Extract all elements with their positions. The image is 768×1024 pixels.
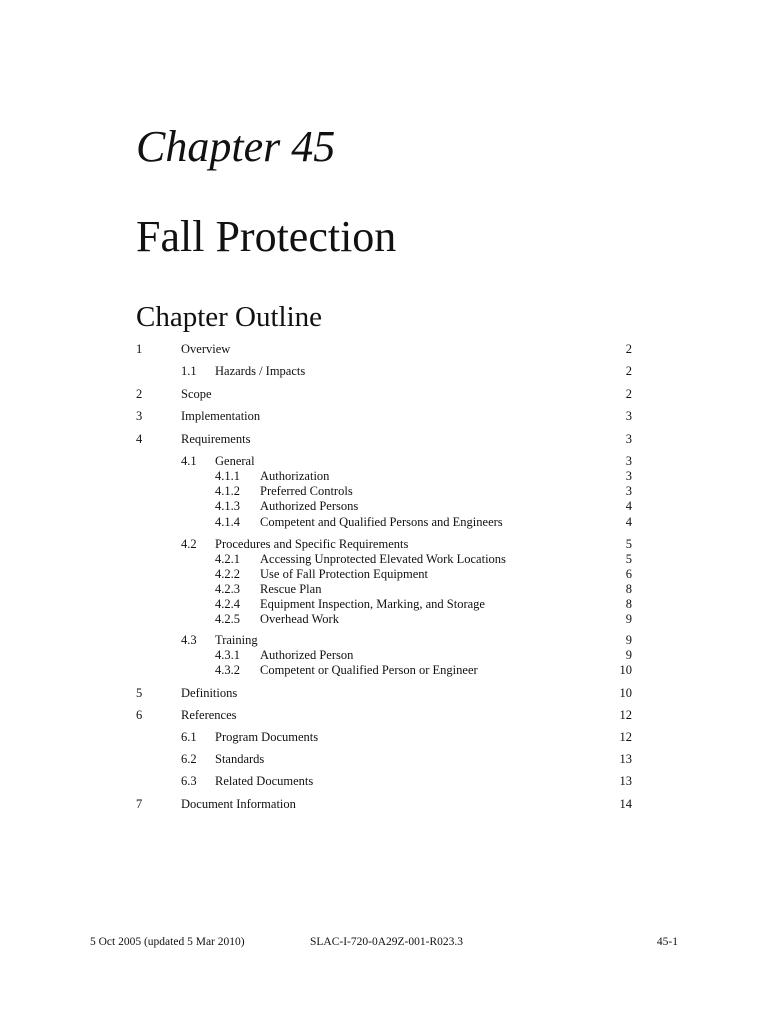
toc-number: 4.2.2 bbox=[215, 567, 240, 581]
toc-page: 10 bbox=[619, 686, 632, 700]
toc-label: Equipment Inspection, Marking, and Storage bbox=[260, 597, 485, 611]
toc-page: 6 bbox=[625, 567, 632, 581]
toc-label: Competent or Qualified Person or Engineer bbox=[260, 663, 478, 677]
toc-number: 6.3 bbox=[181, 774, 197, 788]
toc-label: Training bbox=[215, 633, 258, 647]
toc-page: 14 bbox=[619, 797, 632, 811]
toc-label: Authorized Person bbox=[260, 648, 354, 662]
footer-page-number: 45-1 bbox=[656, 936, 678, 948]
toc-label: Related Documents bbox=[215, 774, 314, 788]
chapter-label: Chapter 45 bbox=[136, 122, 336, 171]
toc-label: Implementation bbox=[181, 409, 261, 423]
page-title: Fall Protection bbox=[136, 212, 397, 261]
toc-page: 3 bbox=[625, 432, 632, 446]
toc-page: 8 bbox=[625, 582, 632, 596]
toc-label: Definitions bbox=[181, 686, 238, 700]
toc-number: 4.2.3 bbox=[215, 582, 240, 596]
toc-page: 5 bbox=[625, 552, 632, 566]
toc-label: Scope bbox=[181, 387, 212, 401]
toc-page: 4 bbox=[625, 499, 632, 513]
toc-page: 8 bbox=[625, 597, 632, 611]
toc-label: Requirements bbox=[181, 432, 251, 446]
toc-page: 3 bbox=[625, 454, 632, 468]
toc-label: Hazards / Impacts bbox=[215, 364, 306, 378]
toc-label: Authorization bbox=[260, 469, 330, 483]
toc-label: Authorized Persons bbox=[260, 499, 359, 513]
toc-page: 3 bbox=[625, 469, 632, 483]
toc-number: 4.2.4 bbox=[215, 597, 240, 611]
toc-number: 6 bbox=[136, 708, 143, 722]
toc-number: 3 bbox=[136, 409, 143, 423]
toc-number: 4.1 bbox=[181, 454, 197, 468]
toc-page: 3 bbox=[625, 409, 632, 423]
toc-label: Standards bbox=[215, 752, 265, 766]
toc-page: 9 bbox=[625, 633, 632, 647]
toc-number: 4 bbox=[136, 432, 143, 446]
footer-date: 5 Oct 2005 (updated 5 Mar 2010) bbox=[90, 936, 245, 948]
toc-number: 4.2.5 bbox=[215, 612, 240, 626]
toc-page: 9 bbox=[625, 648, 632, 662]
toc-label: References bbox=[181, 708, 237, 722]
toc-number: 4.1.2 bbox=[215, 484, 240, 498]
outline-heading: Chapter Outline bbox=[136, 301, 323, 333]
toc-page: 2 bbox=[625, 342, 632, 356]
toc-label: Use of Fall Protection Equipment bbox=[260, 567, 429, 581]
toc-number: 2 bbox=[136, 387, 143, 401]
toc-page: 3 bbox=[625, 484, 632, 498]
toc-number: 4.1.3 bbox=[215, 499, 240, 513]
toc-number: 4.2 bbox=[181, 537, 197, 551]
toc-number: 4.3.2 bbox=[215, 663, 240, 677]
toc-number: 4.3 bbox=[181, 633, 197, 647]
toc-number: 6.1 bbox=[181, 730, 197, 744]
toc-page: 2 bbox=[625, 387, 632, 401]
toc-page: 9 bbox=[625, 612, 632, 626]
toc-number: 4.2.1 bbox=[215, 552, 240, 566]
toc-label: Overview bbox=[181, 342, 231, 356]
toc-label: General bbox=[215, 454, 255, 468]
toc-label: Overhead Work bbox=[260, 612, 339, 626]
toc-page: 10 bbox=[619, 663, 632, 677]
toc-number: 5 bbox=[136, 686, 143, 700]
toc-page: 13 bbox=[619, 752, 632, 766]
toc-page: 4 bbox=[625, 515, 632, 529]
toc-page: 12 bbox=[619, 730, 632, 744]
toc-page: 5 bbox=[625, 537, 632, 551]
toc-number: 7 bbox=[136, 797, 143, 811]
toc-page: 13 bbox=[619, 774, 632, 788]
toc-number: 4.3.1 bbox=[215, 648, 240, 662]
toc-label: Rescue Plan bbox=[260, 582, 322, 596]
toc-number: 4.1.4 bbox=[215, 515, 240, 529]
toc-label: Program Documents bbox=[215, 730, 319, 744]
toc-number: 6.2 bbox=[181, 752, 197, 766]
toc-number: 1 bbox=[136, 342, 143, 356]
toc-number: 1.1 bbox=[181, 364, 197, 378]
toc-label: Competent and Qualified Persons and Engineers bbox=[260, 515, 503, 529]
toc-number: 4.1.1 bbox=[215, 469, 240, 483]
toc-label: Procedures and Specific Requirements bbox=[215, 537, 409, 551]
toc-page: 2 bbox=[625, 364, 632, 378]
toc-page: 12 bbox=[619, 708, 632, 722]
toc-label: Accessing Unprotected Elevated Work Locations bbox=[260, 552, 506, 566]
toc-label: Preferred Controls bbox=[260, 484, 353, 498]
footer-doc-id: SLAC-I-720-0A29Z-001-R023.3 bbox=[310, 936, 463, 948]
toc-label: Document Information bbox=[181, 797, 296, 811]
